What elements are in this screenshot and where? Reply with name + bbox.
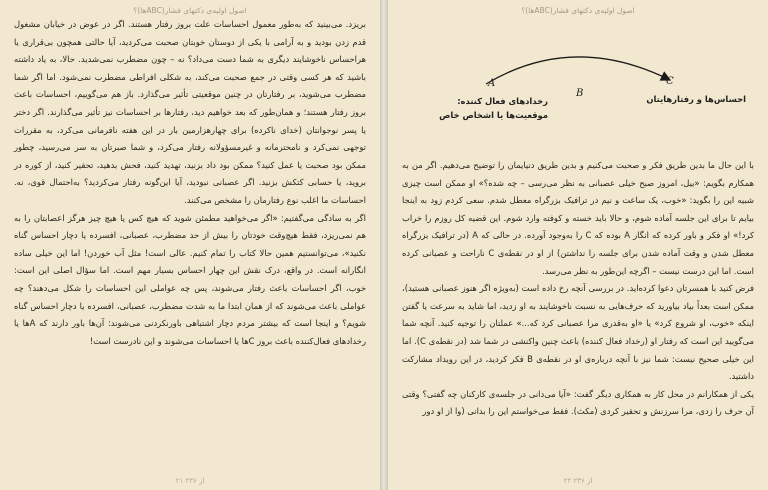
node-b-label: B bbox=[576, 88, 584, 99]
running-header: اصول اولیه‌ی دکتهای فشار(ABCها)؟ bbox=[521, 6, 635, 15]
left-page-body bbox=[14, 16, 366, 350]
abc-arrow bbox=[486, 57, 670, 84]
page-number: ۲۱ از ۲۳۶ bbox=[175, 477, 205, 485]
paragraph: با این حال ما بدین طریق فکر و صحبت می‌کنیم و بدین طریق دنیایمان را توضیح می‌دهیم. اگر من به همکارم بگویم: «بیل، امروز صبح خیلی عصبانی به نظر می‌رسی – چه شده؟» او ممکن است چیزی شبیه این را بگوید: «خوب، یک ساعت و نیم در ترافیک بزرگراه معطل شدم. سعی کردم زود به اینجا بیایم تا برای این جلسه آماده شوم، و حالا باید خسته و کوفته وارد شوم. این قضیه کل روزم را خراب کرد!» او فکر و باور کرده که انگار A بوده که C را به‌وجود آورده. در حالی که A (در ترافیک بزرگراه معطل شدن و وقت آماده شدن برای جلسه را نداشتن) از او در نقطه‌ی C ناراحت و عصبانی کرده است. اما این درست نیست – اگرچه این‌طور به نظر می‌رسد. bbox=[402, 160, 754, 276]
right-page bbox=[388, 0, 768, 490]
page-number: ۲۲ از ۲۳۶ bbox=[563, 477, 593, 485]
paragraph: یکی از همکارانم در محل کار به همکاری دیگر گفت: «آیا می‌دانی در جلسه‌ی کارکنان چه گفتی؟ وقتی آن حرف را زدی، مرا سرزنش و تحقیر کردی (مکث). فقط می‌خواستم این را بدانی (وا از او دور bbox=[402, 388, 754, 417]
abc-diagram bbox=[408, 40, 748, 140]
running-header: اصول اولیه‌ی دکتهای فشار(ABCها)؟ bbox=[133, 6, 247, 15]
paragraph: بریزد. می‌بینید که به‌طور معمول احساسات علت بروز رفتار هستند. اگر در عوض در خیابان مشغول قدم زدن بودید و به آرامی با یکی از دوستان خوبتان صحبت می‌کردید، آیا حالتی همچون بی‌قراری یا هراحساس ناخوشایند دیگری به شما دست می‌داد؟ نه – چون مضطرب نمی‌شدید. حالا، به یاد داشته باشید که هر کسی وقتی در جمع صحبت می‌کند، به شکلی افراطی مضطرب نمی‌شود. اما اگر شما مضطرب می‌شوید، بر رفتارتان در چنین موقعیتی تأثیر می‌گذارد. باز هم می‌گوییم، احساسات باعث بروز رفتار هستند؛ و همان‌طور که بعد خواهیم دید، رفتارها بر احساسات نیز تأثیر می‌گذارند. اگر دختر یا پسر نوجوانتان (خدای ناکرده) برای چهارهزارمین بار در این هفته نافرمانی می‌کرد، به مقررات توجهی نمی‌کرد و نامحترمانه و غیرمسؤولانه رفتار می‌کرد، و شما صبرتان به سر می‌رسید، چطور ممکن بود صحبت یا عمل کنید؟ ممکن بود داد بزنید، تهدید کنید، فحش بدهید، تحقیر کنید، از کوره در بروید، یا حسابی کتکش بزنید. اگر عصبانی نبودید، آیا این‌گونه رفتار می‌کردید؟ به‌احتمال قوی، نه. احساسات ما اغلب نوع رفتارمان را مشخص می‌کنند. bbox=[14, 19, 366, 205]
consequences-caption: احساس‌ها و رفتارهایتان bbox=[646, 94, 746, 104]
book-gutter bbox=[380, 0, 388, 490]
right-page-body bbox=[402, 157, 754, 421]
activating-events-caption bbox=[428, 94, 548, 122]
node-a-label: A bbox=[488, 78, 496, 89]
paragraph: فرض کنید با همسرتان دعوا کرده‌اید. در بررسی آنچه رخ داده است (به‌ویژه اگر هنوز عصبانی هستید)، ممکن است بعداً بیاد بیاورید که حرف‌هایی به نسبت ناخوشایند به او زدید، اما شاید به سرعت یا گفتن اینکه «خوب، او شروع کرد» یا «او به‌قدری مرا عصبانی کرد که...» عملتان را توجیه کنید. آنچه شما می‌گویید این است که رفتار او (رخداد فعال کننده) باعث چنین واکنشی در شما شد (در نقطه‌ی C). اما این خیلی صحیح نیست: شما نیز با آنچه درباره‌ی او در نقطه‌ی B فکر کردید، در این رویداد مشارکت داشتید. bbox=[402, 283, 755, 382]
activating-events-subtitle: موقعیت‌ها یا اشخاص خاص bbox=[439, 110, 548, 120]
left-page bbox=[0, 0, 380, 490]
paragraph: اگر به سادگی می‌گفتیم: «اگر می‌خواهید مطمئن شوید که هیچ کس یا هیچ چیز هرگز اعصابتان را به هم نمی‌ریزد، فقط هیچ‌وقت خودتان را بیش از حد مضطرب، عصبانی، افسرده یا دچار احساس گناه نکنید»، می‌توانستیم همین حالا کتاب را تمام کنیم. عالی است! مثل آب خوردن! اما این خیلی ساده انگارانه است. در واقع، درک نقش این چهار احساس بسیار مهم است. اما سؤال اصلی این است: خوب، اگر احساسات باعث رفتار می‌شوند، پس چه عواملی این احساسات را شکل می‌دهند؟ چه عواملی باعث می‌شوند که از همان ابتدا ما به شدت مضطرب، عصبانی، افسرده یا دچار احساس گناه شویم؟ و اینجا است که بیشتر مردم دچار اشتباهی باورنکردنی می‌شوند: آن‌ها باور دارند که Aها یا رخدادهای فعال‌کننده باعث بروز Cها یا احساسات می‌شوند و این نادرست است! bbox=[14, 212, 366, 346]
node-c-label: C bbox=[666, 76, 674, 87]
activating-events-title: رخدادهای فعال کننده: bbox=[457, 96, 548, 106]
